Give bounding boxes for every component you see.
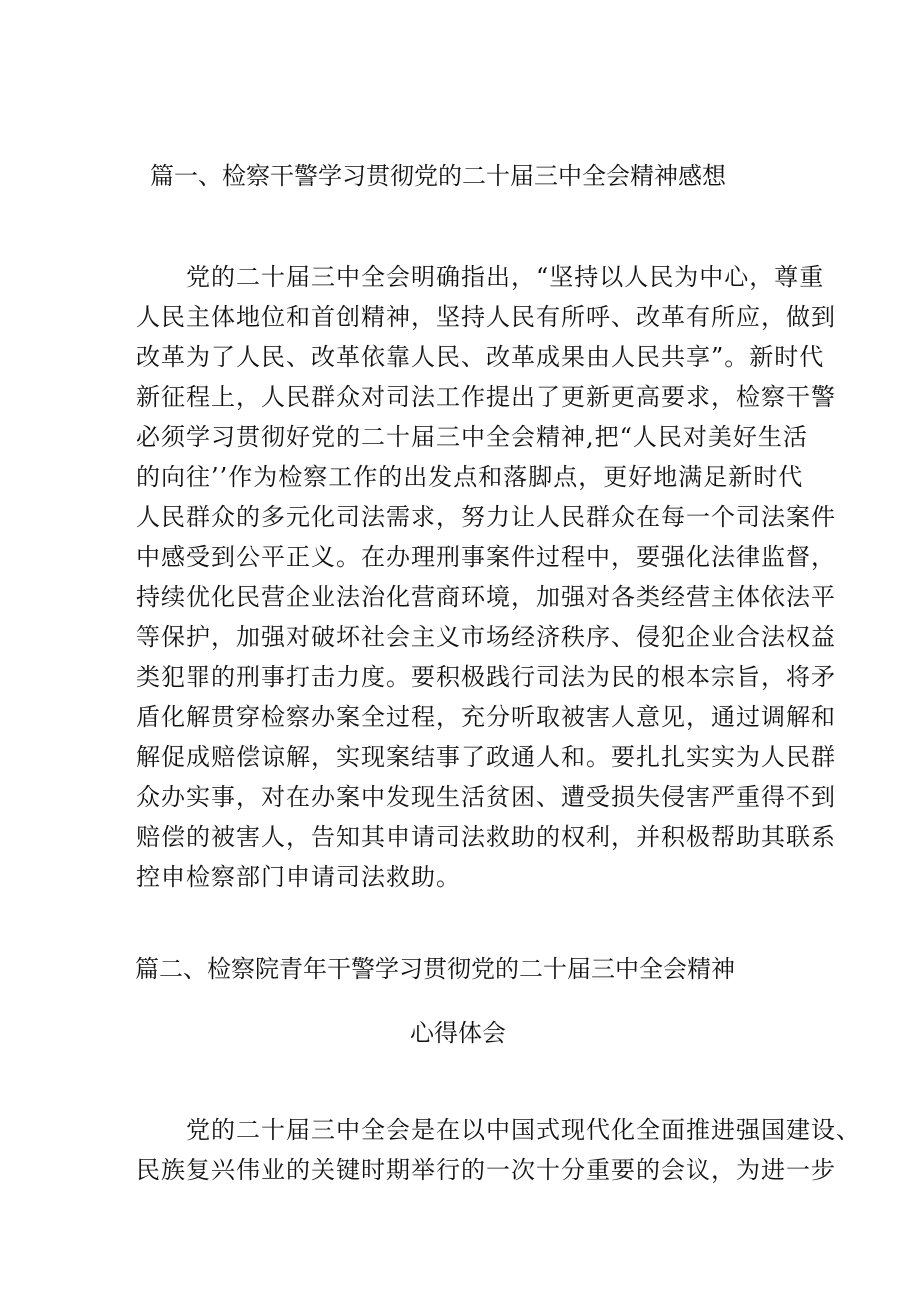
text-line: 众办实事，对在办案中发现生活贫困、遭受损失侵害严重得不到 [136, 783, 836, 811]
text-line: 持续优化民营企业法治化营商环境，加强对各类经营主体依法平 [136, 583, 836, 611]
text-line: 赔偿的被害人，告知其申请司法救助的权利，并积极帮助其联系 [136, 823, 836, 851]
text-line: 控申检察部门申请司法救助。 [136, 863, 461, 891]
text-line: 人民主体地位和首创精神，坚持人民有所呼、改革有所应，做到 [136, 303, 836, 331]
text-line: 盾化解贯穿检察办案全过程，充分听取被害人意见，通过调解和 [136, 703, 836, 731]
section2-title-line2: 心得体会 [410, 1019, 506, 1047]
section1-title: 篇一、检察干警学习贯彻党的二十届三中全会精神感想 [150, 162, 726, 190]
text-line: 等保护，加强对破坏社会主义市场经济秩序、侵犯企业合法权益 [136, 623, 836, 651]
text-line: 中感受到公平正义。在办理刑事案件过程中，要强化法律监督， [136, 543, 836, 571]
text-line: 民族复兴伟业的关键时期举行的一次十分重要的会议，为进一步 [136, 1156, 836, 1184]
section1-paragraph [136, 257, 836, 897]
text-line: 人民群众的多元化司法需求，努力让人民群众在每一个司法案件 [136, 503, 836, 531]
text-line: 的向往’’作为检察工作的出发点和落脚点，更好地满足新时代 [136, 463, 804, 491]
text-line: 党的二十届三中全会明确指出，“坚持以人民为中心，尊重 [136, 263, 825, 291]
text-line: 改革为了人民、改革依靠人民、改革成果由人民共享”。新时代 [136, 343, 825, 371]
text-line: 必须学习贯彻好党的二十届三中全会精神,把“人民对美好生活 [136, 423, 808, 451]
section2-title-line1: 篇二、检察院青年干警学习贯彻党的二十届三中全会精神 [135, 955, 735, 983]
text-line: 党的二十届三中全会是在以中国式现代化全面推进强国建设、 [136, 1116, 861, 1144]
text-line: 新征程上，人民群众对司法工作提出了更新更高要求，检察干警 [136, 383, 836, 411]
text-line: 解促成赔偿谅解，实现案结事了政通人和。要扎扎实实为人民群 [136, 743, 836, 771]
section2-paragraph [136, 1110, 861, 1190]
text-line: 类犯罪的刑事打击力度。要积极践行司法为民的根本宗旨，将矛 [136, 663, 836, 691]
